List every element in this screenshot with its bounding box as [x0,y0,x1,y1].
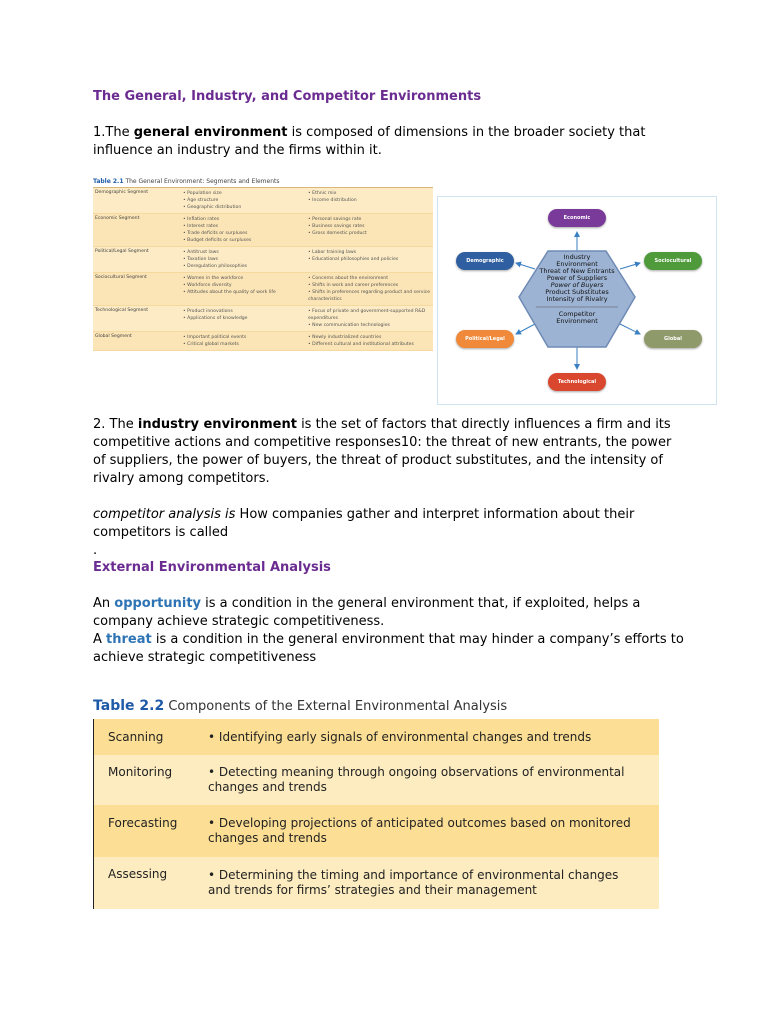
industry-line: Industry [563,253,591,261]
industry-line: Power of Buyers [550,281,604,289]
element-item: • Ethnic mix [308,190,433,197]
element-item: • New communication technologies [308,322,433,329]
element-item: • Deregulation philosophies [183,263,308,270]
p4-prefix: An [93,596,115,611]
technological-pill: Technological [548,373,606,391]
industry-line: Product Substitutes [545,288,609,296]
table-row [93,273,433,306]
industry-line: Intensity of Rivalry [546,295,608,303]
element-item: • Critical global markets [183,341,308,348]
row-label: Scanning [108,729,164,744]
general-environment-paragraph [93,124,683,160]
competitor-analysis-paragraph [93,506,683,542]
element-column [308,216,433,244]
element-item: • Educational philosophies and policies [308,256,433,263]
table-row [93,332,433,351]
opportunity-paragraph [93,595,693,631]
p4-rest: is a condition in the general environment that, if exploited, helps a company achieve strategic competitiveness. [93,596,641,629]
element-column [308,334,433,348]
page-title: The General, Industry, and Competitor Environments [93,89,482,104]
segment-label: Political/Legal Segment [95,249,149,254]
element-item: • Trade deficits or surpluses [183,230,308,237]
table-row [93,214,433,247]
row-label: Forecasting [108,816,178,830]
row-description: • Detecting meaning through ongoing observations of environmental changes and trends [208,765,659,795]
competitor-line: Environment [556,317,598,325]
row-description: • Identifying early signals of environmental changes and trends [208,730,659,745]
table-row [93,188,433,214]
element-item: • Age structure [183,197,308,204]
element-item: • Applications of knowledge [183,315,308,322]
element-item: • Product innovations [183,308,308,315]
p5-rest: is a condition in the general environment that may hinder a company’s efforts to achieve strategic competitiveness [93,632,684,665]
element-item: • Attitudes about the quality of work life [183,289,308,296]
element-column [183,190,308,211]
p1-rest: is composed of dimensions in the broader society that influence an industry and the firms within it. [93,125,646,158]
table-2-2-caption: Components of the External Environmental Analysis [164,699,508,714]
element-item: • Population size [183,190,308,197]
p2-bold: industry environment [137,417,297,432]
table-2-2-title [93,698,507,714]
table-2-1-title: The General Environment: Segments and Elements [125,178,280,185]
sociocultural-pill: Sociocultural [644,252,702,270]
element-column [183,249,308,270]
element-column [183,275,308,303]
dot-line: . [93,543,98,558]
segment-label: Sociocultural Segment [95,275,147,280]
element-column [183,216,308,244]
table-row [94,755,659,805]
segment-label: Demographic Segment [95,190,149,195]
p1-prefix: 1.The [93,125,134,140]
table-2-2-number: Table 2.2 [93,698,165,714]
table-2-1-body [93,187,433,351]
element-item: • Geographic distribution [183,204,308,211]
row-description: • Developing projections of anticipated outcomes based on monitored changes and trends [208,816,659,846]
segment-label: Economic Segment [95,216,140,221]
table-2-1-number: Table 2.1 [93,178,124,185]
element-item: • Gross domestic product [308,230,433,237]
element-item: • Labor training laws [308,249,433,256]
competitor-line: Competitor [558,310,596,318]
element-item: • Focus of private and government-supported R&D expenditures [308,308,433,322]
table-2-2 [93,719,659,909]
element-column [308,249,433,270]
industry-line: Environment [556,260,598,268]
table-row [93,247,433,273]
table-2-1 [93,177,433,399]
element-item: • Newly industrialized countries [308,334,433,341]
row-label: Monitoring [108,765,173,779]
element-column [308,190,433,211]
element-item: • Workforce diversity [183,282,308,289]
competitor-environment-label [533,311,621,325]
demographic-pill: Demographic [456,252,514,270]
element-item: • Personal savings rate [308,216,433,223]
row-description: • Determining the timing and importance of environmental changes and trends for firms’ strategies and their management [208,868,659,898]
political-legal-pill: Political/Legal [456,330,514,348]
p2-rest: is the set of factors that directly influences a firm and its competitive actions and competitive responses10: the threat of new entrants, the power of suppliers, the power of buyers, the threat of product substitutes, and the intensity of rivalry among competitors. [93,417,672,486]
opportunity-term: opportunity [114,596,202,611]
element-item: • Antitrust laws [183,249,308,256]
element-column [308,308,433,329]
table-row [94,719,659,755]
row-label: Assessing [108,867,168,881]
threat-term: threat [106,632,152,647]
industry-environment-paragraph [93,416,683,488]
element-item: • Concerns about the environment [308,275,433,282]
element-item: • Taxation laws [183,256,308,263]
industry-line: Power of Suppliers [546,274,608,282]
element-item: • Inflation rates [183,216,308,223]
p5-prefix: A [93,632,107,647]
p3-rest: How companies gather and interpret information about their competitors is called [93,507,635,540]
table-row [94,857,659,909]
element-item: • Different cultural and institutional attributes [308,341,433,348]
element-item: • Shifts in work and career preferences [308,282,433,289]
segment-label: Global Segment [95,334,132,339]
section-heading: External Environmental Analysis [93,560,331,575]
p1-bold: general environment [133,125,288,140]
table-row [94,805,659,857]
element-column [308,275,433,303]
element-item: • Important political events [183,334,308,341]
global-pill: Global [644,330,702,348]
element-item: • Shifts in preferences regarding product and service characteristics [308,289,433,303]
element-item: • Women in the workforce [183,275,308,282]
table-2-1-caption [93,177,433,187]
economic-pill: Economic [548,209,606,227]
element-item: • Budget deficits or surpluses [183,237,308,244]
environment-diagram [437,196,717,405]
element-column [183,334,308,348]
element-item: • Income distribution [308,197,433,204]
element-item: • Business savings rates [308,223,433,230]
element-column [183,308,308,329]
p3-italic: competitor analysis is [93,507,236,522]
element-item: • Interest rates [183,223,308,230]
industry-environment-label [533,254,621,303]
threat-paragraph [93,631,693,667]
industry-line: Threat of New Entrants [539,267,615,275]
segment-label: Technological Segment [95,308,149,313]
table-row [93,306,433,332]
p2-prefix: 2. The [93,417,138,432]
